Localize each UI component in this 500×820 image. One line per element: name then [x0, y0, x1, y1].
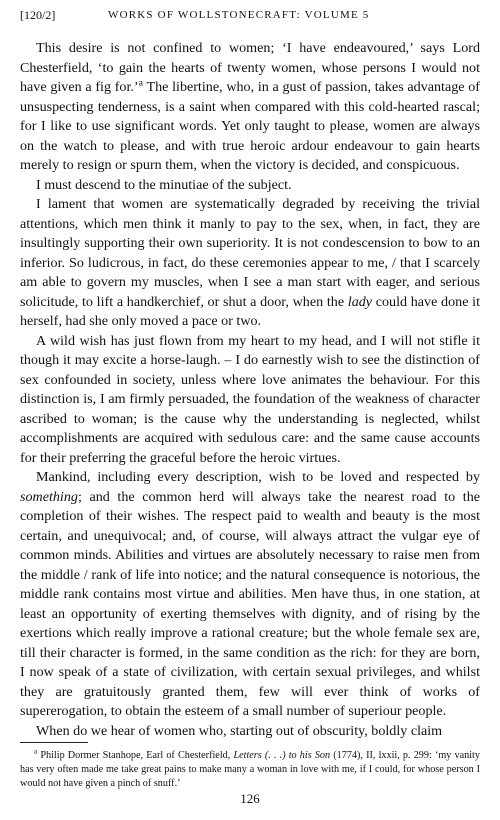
paragraph-3-emphasis: lady — [347, 293, 373, 310]
footnote-text-b: (1774), II, lxxii, p. 299: ‘my vanity has very often made me take great pains to make many a woman in love with me, if I could, for whose person I would not have given a pinch of snuff.’ — [20, 750, 480, 789]
paragraph-4: A wild wish has just flown from my heart to my head, and I will not stifle it though it may excite a horse-laugh. – I do earnestly wish to see the distinction of sex confounded in society, unless where love animates the behaviour. For this distinction is, I am firmly persuaded, the foundation of the weakness of character ascribed to woman; is the cause why the understanding is neglected, whilst accomplishments are acquired with sedulous care: and the same cause accounts for their preferring the graceful before the heroic virtues. — [20, 332, 480, 466]
paragraph-2: I must descend to the minutiae of the subject. — [36, 176, 292, 193]
paragraph-5 — [20, 468, 480, 722]
paragraph-3-text-b: could have done it herself, had she only moved a pace or two. — [20, 293, 480, 329]
paragraph-1 — [20, 39, 480, 176]
paragraph-5-text-a: Mankind, including every description, wish to be loved and respected by — [36, 469, 480, 485]
paragraph-3 — [20, 195, 480, 332]
page-reference: [120/2] — [20, 8, 56, 22]
paragraph-6: When do we hear of women who, starting out of obscurity, boldly claim — [36, 722, 443, 739]
paragraph-1-text-b: The libertine, who, in a gust of passion, takes advantage of unsuspecting tenderness, is a saint when compared with this cold-hearted rascal; for I like to use significant words. Yet only taught to please, women are always on the watch to please, and with true heroic ardour endeavour to gain hearts merely to resign or spurn them, when the victory is decided, and conspicuous. — [20, 79, 480, 173]
page-number: 126 — [240, 791, 260, 806]
paragraph-5-emphasis: something — [20, 488, 78, 505]
footnote-separator — [20, 742, 88, 743]
footnote-text-a: Philip Dormer Stanhope, Earl of Chesterfield, — [37, 750, 234, 761]
footnote-text — [20, 749, 480, 791]
footnote-book-title: Letters (. . .) to his Son — [233, 750, 331, 761]
paragraph-3-text-a: I lament that women are systematically degraded by receiving the trivial attentions, which men think it manly to pay to the sex, when, in fact, they are insultingly supporting their own superiority. It is not condescension to bow to an inferior. So ludicrous, in fact, do these ceremonies appear to me, / that I scarcely am able to govern my muscles, when I see a man start with eager, and serious solicitude, to lift a handkerchief, or shut a door, when the — [20, 196, 480, 310]
footnote — [20, 749, 480, 791]
footnote-reference-mark: a — [138, 77, 143, 89]
paragraph-1-text-a: This desire is not confined to women; ‘I have endeavoured,’ says Lord Chesterfield, ‘to gain the hearts of twenty women, whose persons I would not have given a fig for.’ — [20, 40, 480, 95]
footnote-mark: a — [34, 747, 38, 756]
body-text — [20, 39, 480, 741]
paragraph-5-text-b: ; and the common herd will always take the nearest road to the completion of their wishes. The respect paid to wealth and beauty is the most certain, and unequivocal; and, of course, will always attract the vulgar eye of common minds. Abilities and virtues are absolutely necessary to raise men from the middle / rank of life into notice; and the natural consequence is notorious, the middle rank contains most virtue and abilities. Men have thus, in one station, at least an opportunity of exerting themselves with dignity, and of rising by the exertions which really improve a rational creature; but the whole female sex are, till their character is formed, in the same condition as the rich: for they are born, I now speak of a state of civilization, with certain sexual privileges, and whilst they are gratuitously granted them, few will ever think of works of supererogation, to obtain the esteem of a small number of superiour people. — [20, 488, 480, 719]
running-header — [20, 6, 480, 24]
running-head-title: WORKS OF WOLLSTONECRAFT: VOLUME 5 — [108, 9, 370, 21]
